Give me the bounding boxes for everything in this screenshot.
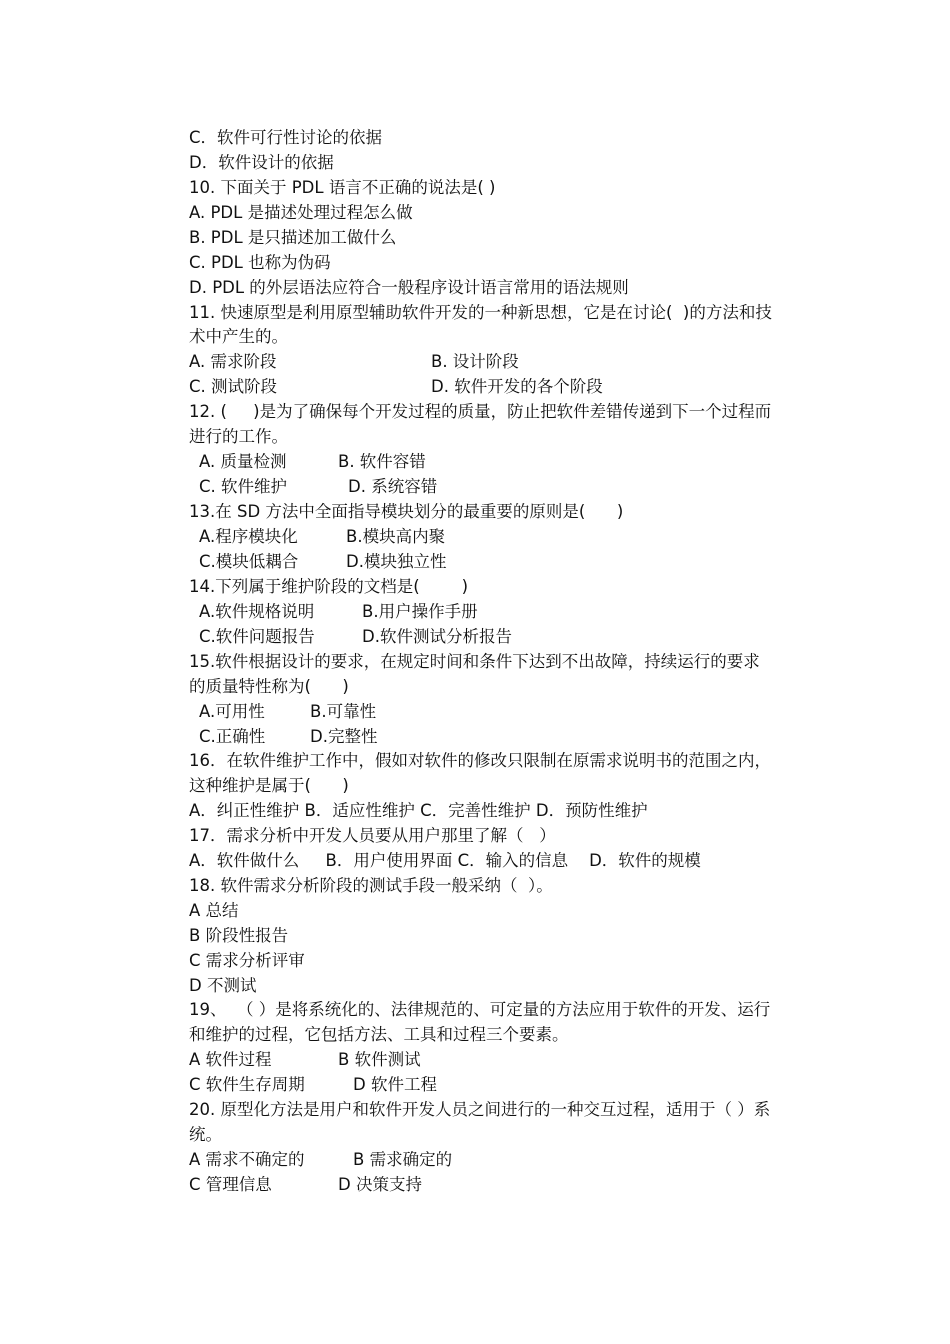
option-text: C 需求分析评审 — [189, 951, 305, 970]
question-text: 进行的工作。 — [189, 427, 288, 446]
question-text: 14.下列属于维护阶段的文档是( ) — [189, 577, 469, 596]
option-text: A 总结 — [189, 901, 239, 920]
option-text: A. 质量检测 — [199, 452, 287, 471]
option-text: B 需求确定的 — [353, 1150, 453, 1169]
option-text: D. PDL 的外层语法应符合一般程序设计语言常用的语法规则 — [189, 278, 629, 297]
option-text: C 软件生存周期 — [189, 1075, 305, 1094]
question-text: 17．需求分析中开发人员要从用户那里了解（ ） — [189, 826, 556, 845]
question-text: 20. 原型化方法是用户和软件开发人员之间进行的一种交互过程，适用于（ ）系 — [189, 1100, 771, 1119]
option-text: B.可靠性 — [310, 702, 377, 721]
option-text: D.软件测试分析报告 — [362, 627, 512, 646]
option-text: A．纠正性维护 B．适应性维护 C．完善性维护 D．预防性维护 — [189, 801, 648, 820]
option-text: D. 系统容错 — [348, 477, 438, 496]
option-text: A 软件过程 — [189, 1050, 272, 1069]
question-text: 19、 （ ）是将系统化的、法律规范的、可定量的方法应用于软件的开发、运行 — [189, 1000, 771, 1019]
option-text: B. 软件容错 — [338, 452, 426, 471]
option-text: B. PDL 是只描述加工做什么 — [189, 228, 397, 247]
option-text: C.正确性 — [199, 727, 266, 746]
option-text: B. 设计阶段 — [431, 352, 519, 371]
question-text: 16．在软件维护工作中，假如对软件的修改只限制在原需求说明书的范围之内， — [189, 751, 771, 770]
question-text: 11. 快速原型是利用原型辅助软件开发的一种新思想，它是在讨论( )的方法和技 — [189, 303, 772, 322]
option-text: C 管理信息 — [189, 1175, 272, 1194]
option-text: C. 测试阶段 — [189, 377, 278, 396]
option-text: C．软件可行性讨论的依据 — [189, 128, 383, 147]
option-text: D. 软件开发的各个阶段 — [431, 377, 603, 396]
option-text: D.完整性 — [310, 727, 378, 746]
option-text: C. 软件维护 — [199, 477, 288, 496]
question-text: 术中产生的。 — [189, 327, 288, 346]
option-text: D.模块独立性 — [346, 552, 447, 571]
question-text: 这种维护是属于( ) — [189, 776, 349, 795]
option-text: B 软件测试 — [338, 1050, 421, 1069]
question-text: 15.软件根据设计的要求，在规定时间和条件下达到不出故障，持续运行的要求 — [189, 652, 760, 671]
option-text: A.软件规格说明 — [199, 602, 315, 621]
question-text: 和维护的过程，它包括方法、工具和过程三个要素。 — [189, 1025, 569, 1044]
option-text: D 不测试 — [189, 976, 257, 995]
question-text: 13.在 SD 方法中全面指导模块划分的最重要的原则是( ) — [189, 502, 624, 521]
option-text: B.模块高内聚 — [346, 527, 446, 546]
option-text: C.模块低耦合 — [199, 552, 299, 571]
option-text: C. PDL 也称为伪码 — [189, 253, 331, 272]
option-text: D 决策支持 — [338, 1175, 422, 1194]
option-text: D 软件工程 — [353, 1075, 437, 1094]
question-text: 12. ( )是为了确保每个开发过程的质量，防止把软件差错传递到下一个过程而 — [189, 402, 772, 421]
option-text: C.软件问题报告 — [199, 627, 315, 646]
option-text: B.用户操作手册 — [362, 602, 478, 621]
question-text: 18. 软件需求分析阶段的测试手段一般采纳（ ）。 — [189, 876, 553, 895]
option-text: A. 需求阶段 — [189, 352, 277, 371]
option-text: A.可用性 — [199, 702, 265, 721]
option-text: A 需求不确定的 — [189, 1150, 305, 1169]
option-text: A.程序模块化 — [199, 527, 298, 546]
option-text: A. PDL 是描述处理过程怎么做 — [189, 203, 413, 222]
option-text: B 阶段性报告 — [189, 926, 289, 945]
option-text: A．软件做什么 B．用户使用界面 C．输入的信息 D．软件的规模 — [189, 851, 701, 870]
question-text: 的质量特性称为( ) — [189, 677, 349, 696]
option-text: D．软件设计的依据 — [189, 153, 334, 172]
question-text: 统。 — [189, 1125, 222, 1144]
question-text: 10. 下面关于 PDL 语言不正确的说法是( ) — [189, 178, 496, 197]
